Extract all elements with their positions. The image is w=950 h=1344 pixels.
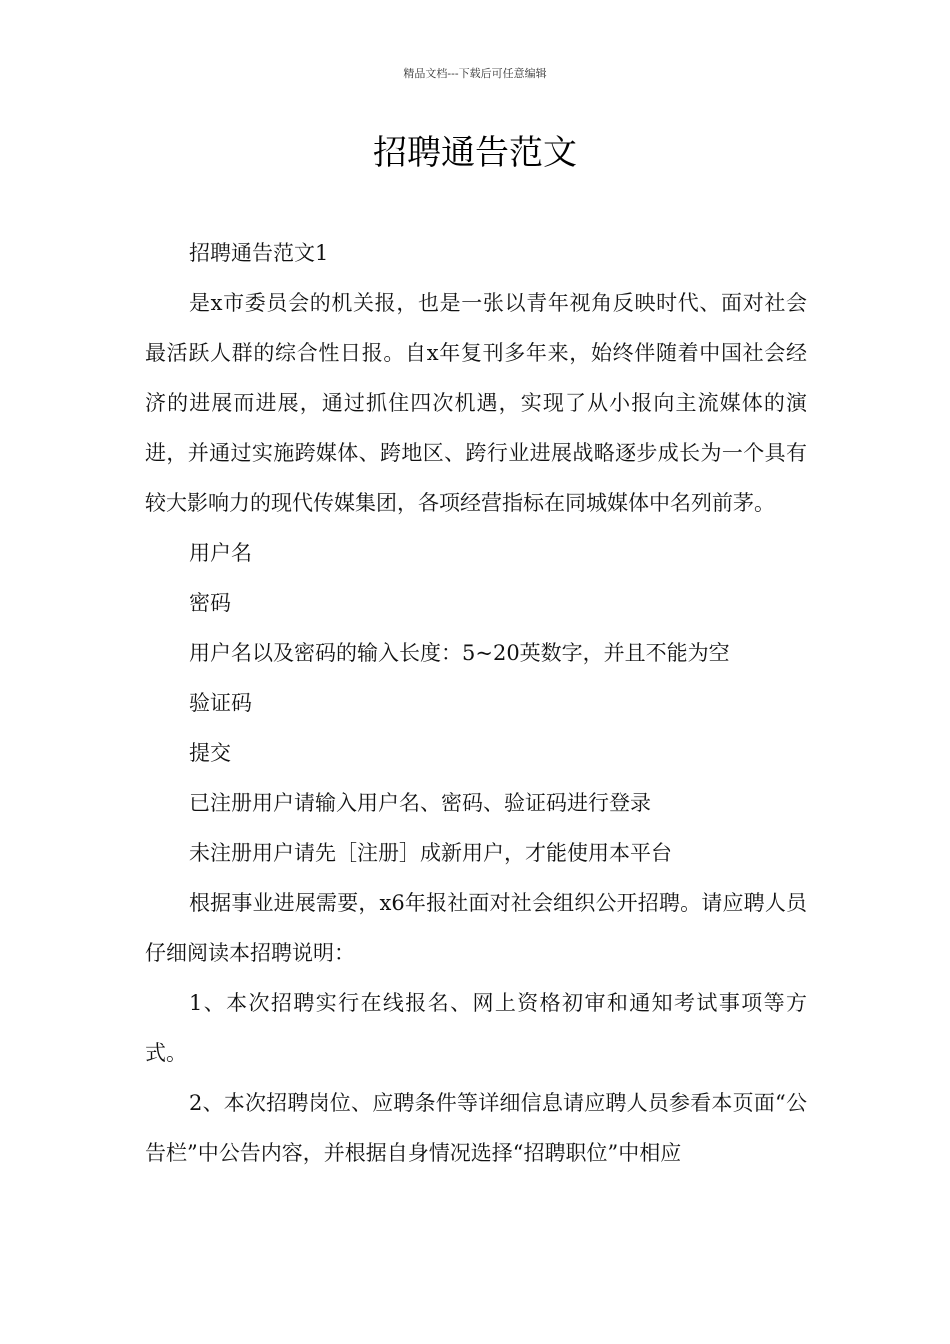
paragraph-item-2: 2、本次招聘岗位、应聘条件等详细信息请应聘人员参看本页面“公告栏”中公告内容，并根据自身情况选择“招聘职位”中相应 [145,1091,807,1165]
paragraph-input-length: 用户名以及密码的输入长度：5~20英数字，并且不能为空 [189,641,730,665]
document-body [145,228,807,1178]
paragraph-captcha: 验证码 [189,691,252,715]
header-note: 精品文档---下载后可任意编辑 [403,67,547,80]
paragraph-recruitment-notice: 根据事业进展需要，x6年报社面对社会组织公开招聘。请应聘人员仔细阅读本招聘说明： [145,891,807,965]
paragraph-unregistered-users: 未注册用户请先［注册］成新用户，才能使用本平台 [189,841,672,865]
document-title: 招聘通告范文 [373,133,577,173]
paragraph-registered-users: 已注册用户请输入用户名、密码、验证码进行登录 [189,791,651,815]
paragraph-subtitle: 招聘通告范文1 [189,241,329,265]
paragraph-password: 密码 [189,591,231,615]
paragraph-username: 用户名 [189,541,252,565]
paragraph-item-1: 1、本次招聘实行在线报名、网上资格初审和通知考试事项等方式。 [145,991,807,1065]
paragraph-submit: 提交 [189,741,231,765]
paragraph-intro: 是x市委员会的机关报，也是一张以青年视角反映时代、面对社会最活跃人群的综合性日报。自x年复刊多年来，始终伴随着中国社会经济的进展而进展，通过抓住四次机遇，实现了从小报向主流媒体的演进，并通过实施跨媒体、跨地区、跨行业进展战略逐步成长为一个具有较大影响力的现代传媒集团，各项经营指标在同城媒体中名列前茅。 [145,291,807,515]
